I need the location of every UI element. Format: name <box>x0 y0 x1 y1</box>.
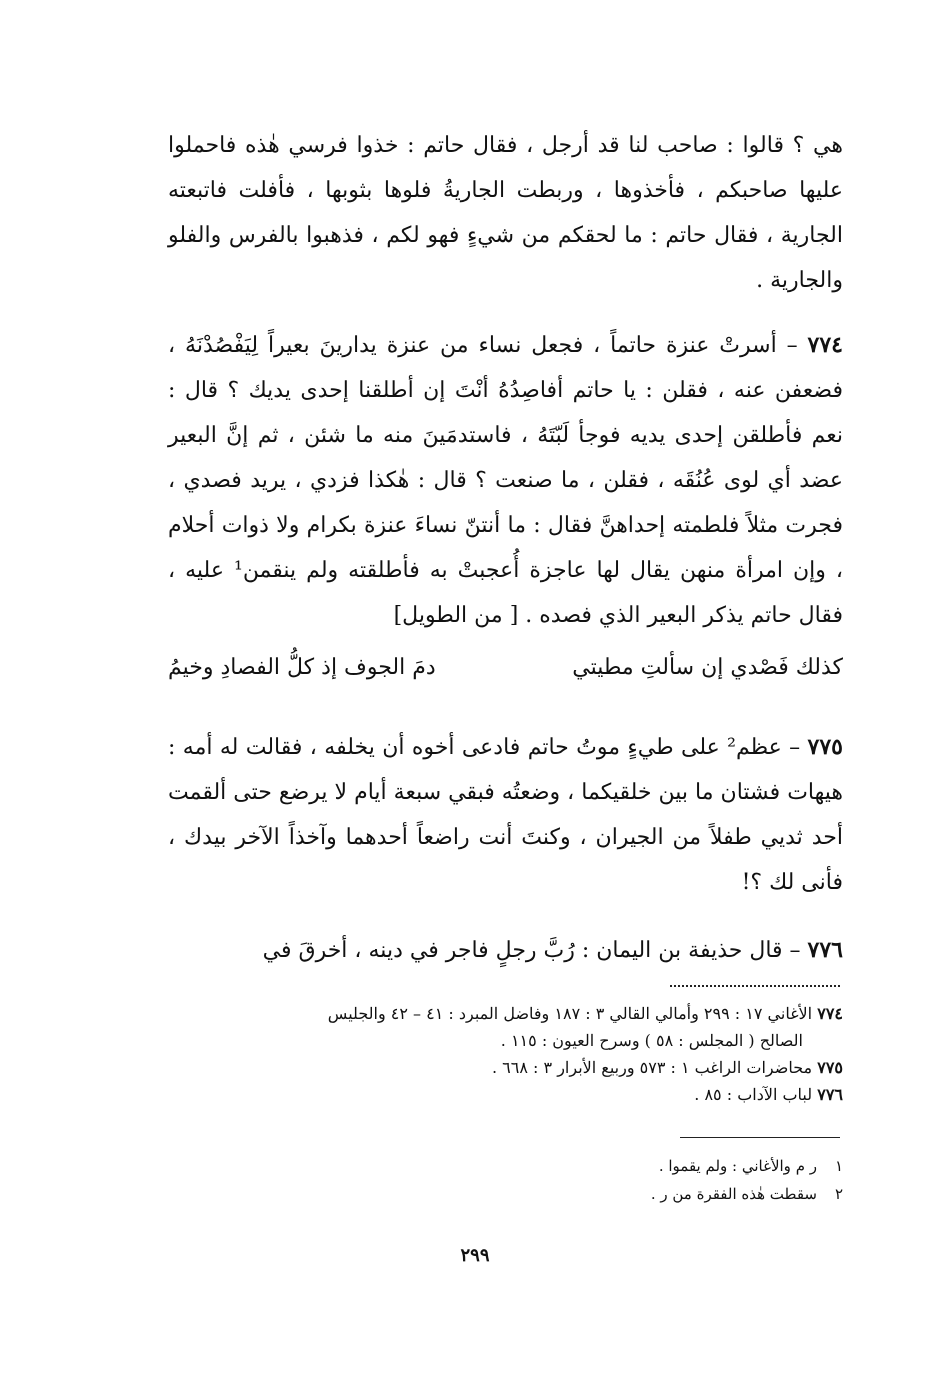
paragraph-774 <box>168 323 843 638</box>
paragraph-775 <box>168 725 843 905</box>
reference-text: محاضرات الراغب ١ : ٥٧٣ وربيع الأبرار ٣ : ٦٦٨ . <box>492 1058 813 1077</box>
reference-number: ٧٧٤ <box>817 1004 843 1023</box>
footnote <box>168 1180 843 1208</box>
paragraph-text: هي ؟ قالوا : صاحب لنا قد أرجل ، فقال حاتم : خذوا فرسي هٰذه فاحملوا عليها صاحبكم ، فأخذوها ، وربطت الجاريةُ فلوها بثوبها ، فأفلت فاتبعته الجارية ، فقال حاتم : ما لحقكم من شيءٍ فهو لكم ، فذهبوا بالفرس والفلو والجارية . <box>168 133 843 293</box>
paragraph-text: – أسرتْ عنزة حاتماً ، فجعل نساء من عنزة يدارينَ بعيراً لِيَفْصُدْنَهُ ، فضعفن عنه ، فقلن : يا حاتم أفاصِدُهُ أنْتَ إن أطلقنا إحدى يديك ؟ قال : نعم فأطلقن إحدى يديه فوجأ لَبّتَهُ ، فاستدمَينَ منه ما شئن ، ثم إنَّ البعير عضد أي لوى عُنُقَه ، فقلن ، ما صنعت ؟ قال : هٰكذا فزدي ، يريد فصدي ، فجرت مثلاً فلطمته إحداهنَّ فقال : ما أنتنّ نساءَ عنزة بكرام ولا ذوات أحلام ، وإن امرأة منهن يقال لها عاجزة أُعجبتْ به فأطلقته ولم ينقمن¹ عليه ، فقال حاتم يذكر البعير الذي فصده . [ من الطويل] <box>168 333 844 628</box>
reference-text: لباب الآداب : ٨٥ . <box>694 1085 813 1104</box>
reference-line <box>168 1081 843 1108</box>
footnote-text: ر م والأغاني : ولم يقموا . <box>658 1157 817 1175</box>
entry-number: ٧٧٥ <box>807 734 843 760</box>
footnotes <box>168 1152 843 1208</box>
verse-second-hemistich: دمَ الجوف إذ كلُّ الفصادِ وخيمُ <box>168 655 436 680</box>
paragraph-text: – قال حذيفة بن اليمان : رُبَّ رجلٍ فاجر في دينه ، أخرقَ في <box>262 938 808 963</box>
page-number: ٢٩٩ <box>460 1245 490 1266</box>
reference-text: الأغاني ١٧ : ٢٩٩ وأمالي القالي ٣ : ١٨٧ وفاضل المبرد : ٤١ – ٤٢ والجليس <box>327 1004 813 1023</box>
footnote-number: ٢ <box>834 1185 843 1203</box>
verse-first-hemistich: كذلك فَصْدي إن سألتِ مطيتي <box>572 655 843 680</box>
footnote-text: سقطت هٰذه الفقرة من ر . <box>650 1185 817 1203</box>
footnote-separator <box>680 1137 840 1138</box>
reference-text: الصالح ( المجلس : ٥٨ ) وسرح العيون : ١١٥ . <box>500 1031 803 1050</box>
reference-line <box>168 1054 843 1081</box>
reference-line <box>168 1027 843 1054</box>
entry-number: ٧٧٤ <box>807 332 843 358</box>
footnote <box>168 1152 843 1180</box>
paragraph-continuation <box>168 123 843 303</box>
paragraph-text: – عظم² على طيءٍ موتُ حاتم فادعى أخوه أن يخلفه ، فقالت له أمه : هيهات فشتان ما بين خلقيكما ، وضعتُه فبقي سبعة أيام لا يرضع حتى ألقمت أحد ثديي طفلاً من الجيران ، وكنتَ أنت راضعاً أحدهما وآخذاً الآخر بيدك ، فأنى لك ؟! <box>168 735 843 895</box>
poem-verse <box>168 645 843 690</box>
footnote-number: ١ <box>834 1157 843 1175</box>
reference-number: ٧٧٥ <box>817 1058 843 1077</box>
entry-number: ٧٧٦ <box>807 937 843 963</box>
dotted-separator <box>670 985 840 987</box>
reference-number: ٧٧٦ <box>817 1085 843 1104</box>
reference-line <box>168 1000 843 1027</box>
paragraph-776 <box>168 928 843 973</box>
source-references <box>168 1000 843 1108</box>
